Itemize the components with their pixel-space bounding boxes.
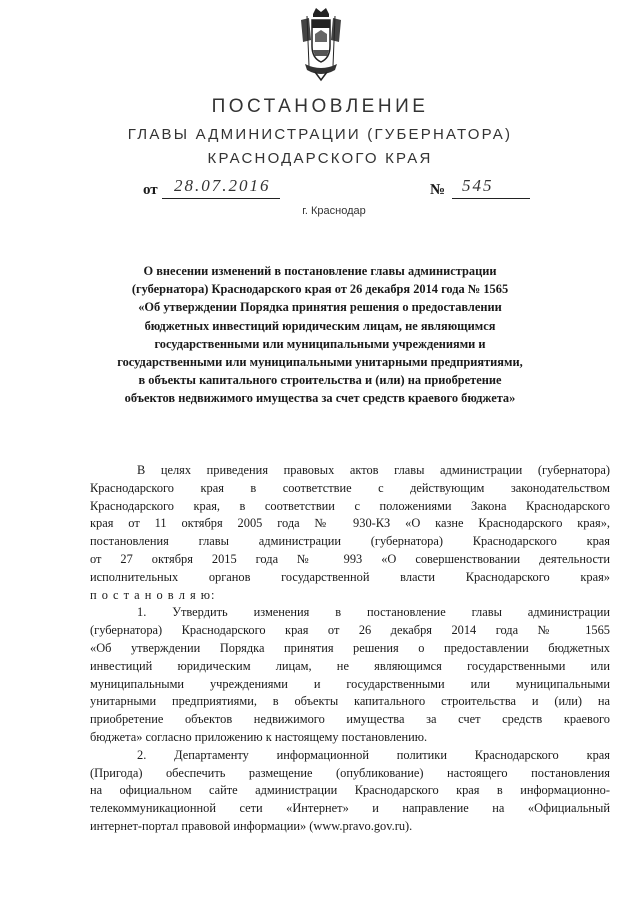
- coat-of-arms-emblem: [299, 6, 343, 82]
- body-line: «Об утверждении Порядка принятия решения о предоставлении бюджетных: [90, 640, 610, 655]
- body-line: бюджета» согласно приложению к настоящему постановлению.: [90, 729, 428, 744]
- issuer-heading: ГЛАВЫ АДМИНИСТРАЦИИ (ГУБЕРНАТОРА): [127, 126, 513, 143]
- body-line: на официальном сайте администрации Краснодарского края в информационно-: [90, 783, 610, 798]
- title-line: объектов недвижимого имущества за счет средств краевого бюджета»: [124, 391, 516, 406]
- title-line: (губернатора) Краснодарского края от 26 декабря 2014 года № 1565: [131, 282, 509, 297]
- city-label: г. Краснодар: [302, 205, 366, 217]
- item-1-line: 1. Утвердить изменения в постановление главы администрации: [137, 605, 610, 620]
- body-line: унитарными предприятиями, в объекты капитального строительства и (или) на: [90, 694, 610, 709]
- decree-verb: п о с т а н о в л я ю:: [90, 587, 216, 602]
- item-2-line: 2. Департаменту информационной политики Краснодарского края: [137, 747, 610, 762]
- title-line: О внесении изменений в постановление главы администрации: [143, 264, 497, 278]
- title-line: бюджетных инвестиций юридическим лицам, не являющимся: [144, 318, 496, 333]
- body-line: постановления главы администрации (губернатора) Краснодарского края: [90, 534, 610, 549]
- date-label: от: [143, 182, 158, 198]
- number-value: 545: [462, 176, 494, 195]
- decree-title: [90, 262, 550, 408]
- body-line: приобретение объектов недвижимого имущества за счет средств краевого: [90, 712, 610, 727]
- body-line: от 27 октября 2015 года № 993 «О совершенствовании деятельности: [90, 551, 610, 566]
- body-line: интернет-портал правовой информации» (www.pravo.gov.ru).: [90, 818, 413, 833]
- number-label: №: [430, 182, 446, 198]
- number-underline: [452, 198, 530, 199]
- title-line: государственными или муниципальными учреждениями и: [154, 336, 486, 351]
- region-heading: КРАСНОДАРСКОГО КРАЯ: [207, 150, 433, 167]
- body-line: (Пригода) обеспечить размещение (опубликование) настоящего постановления: [90, 765, 610, 780]
- date-number-row: [0, 176, 640, 206]
- body-line: Краснодарского края, в соответствии с положениями Закона Краснодарского: [90, 498, 610, 513]
- body-line: В целях приведения правовых актов главы администрации (губернатора): [137, 463, 610, 477]
- title-line: в объекты капитального строительства и (или) на приобретение: [138, 373, 502, 388]
- body-line: (губернатора) Краснодарского края от 26 декабря 2014 года № 1565: [90, 623, 610, 638]
- body-line: края от 11 октября 2005 года № 930-КЗ «О казне Краснодарского края»,: [90, 516, 610, 531]
- doc-type-heading: ПОСТАНОВЛЕНИЕ: [211, 96, 429, 117]
- title-line: государственными или муниципальными унитарными предприятиями,: [117, 355, 523, 370]
- date-underline: [162, 198, 280, 199]
- decree-body: [90, 462, 610, 836]
- body-line: исполнительных органов государственной власти Краснодарского края»: [90, 569, 610, 584]
- body-line: муниципальными учреждениями и государственными или муниципальными: [90, 676, 610, 691]
- body-line: инвестиций юридическим лицам, не являющимся государственными или: [90, 658, 610, 673]
- title-line: «Об утверждении Порядка принятия решения о предоставлении: [138, 300, 502, 315]
- body-line: Краснодарского края в соответствие с действующим законодательством: [90, 480, 610, 495]
- body-line: телекоммуникационной сети «Интернет» и направление на «Официальный: [90, 801, 610, 816]
- date-value: 28.07.2016: [174, 176, 271, 195]
